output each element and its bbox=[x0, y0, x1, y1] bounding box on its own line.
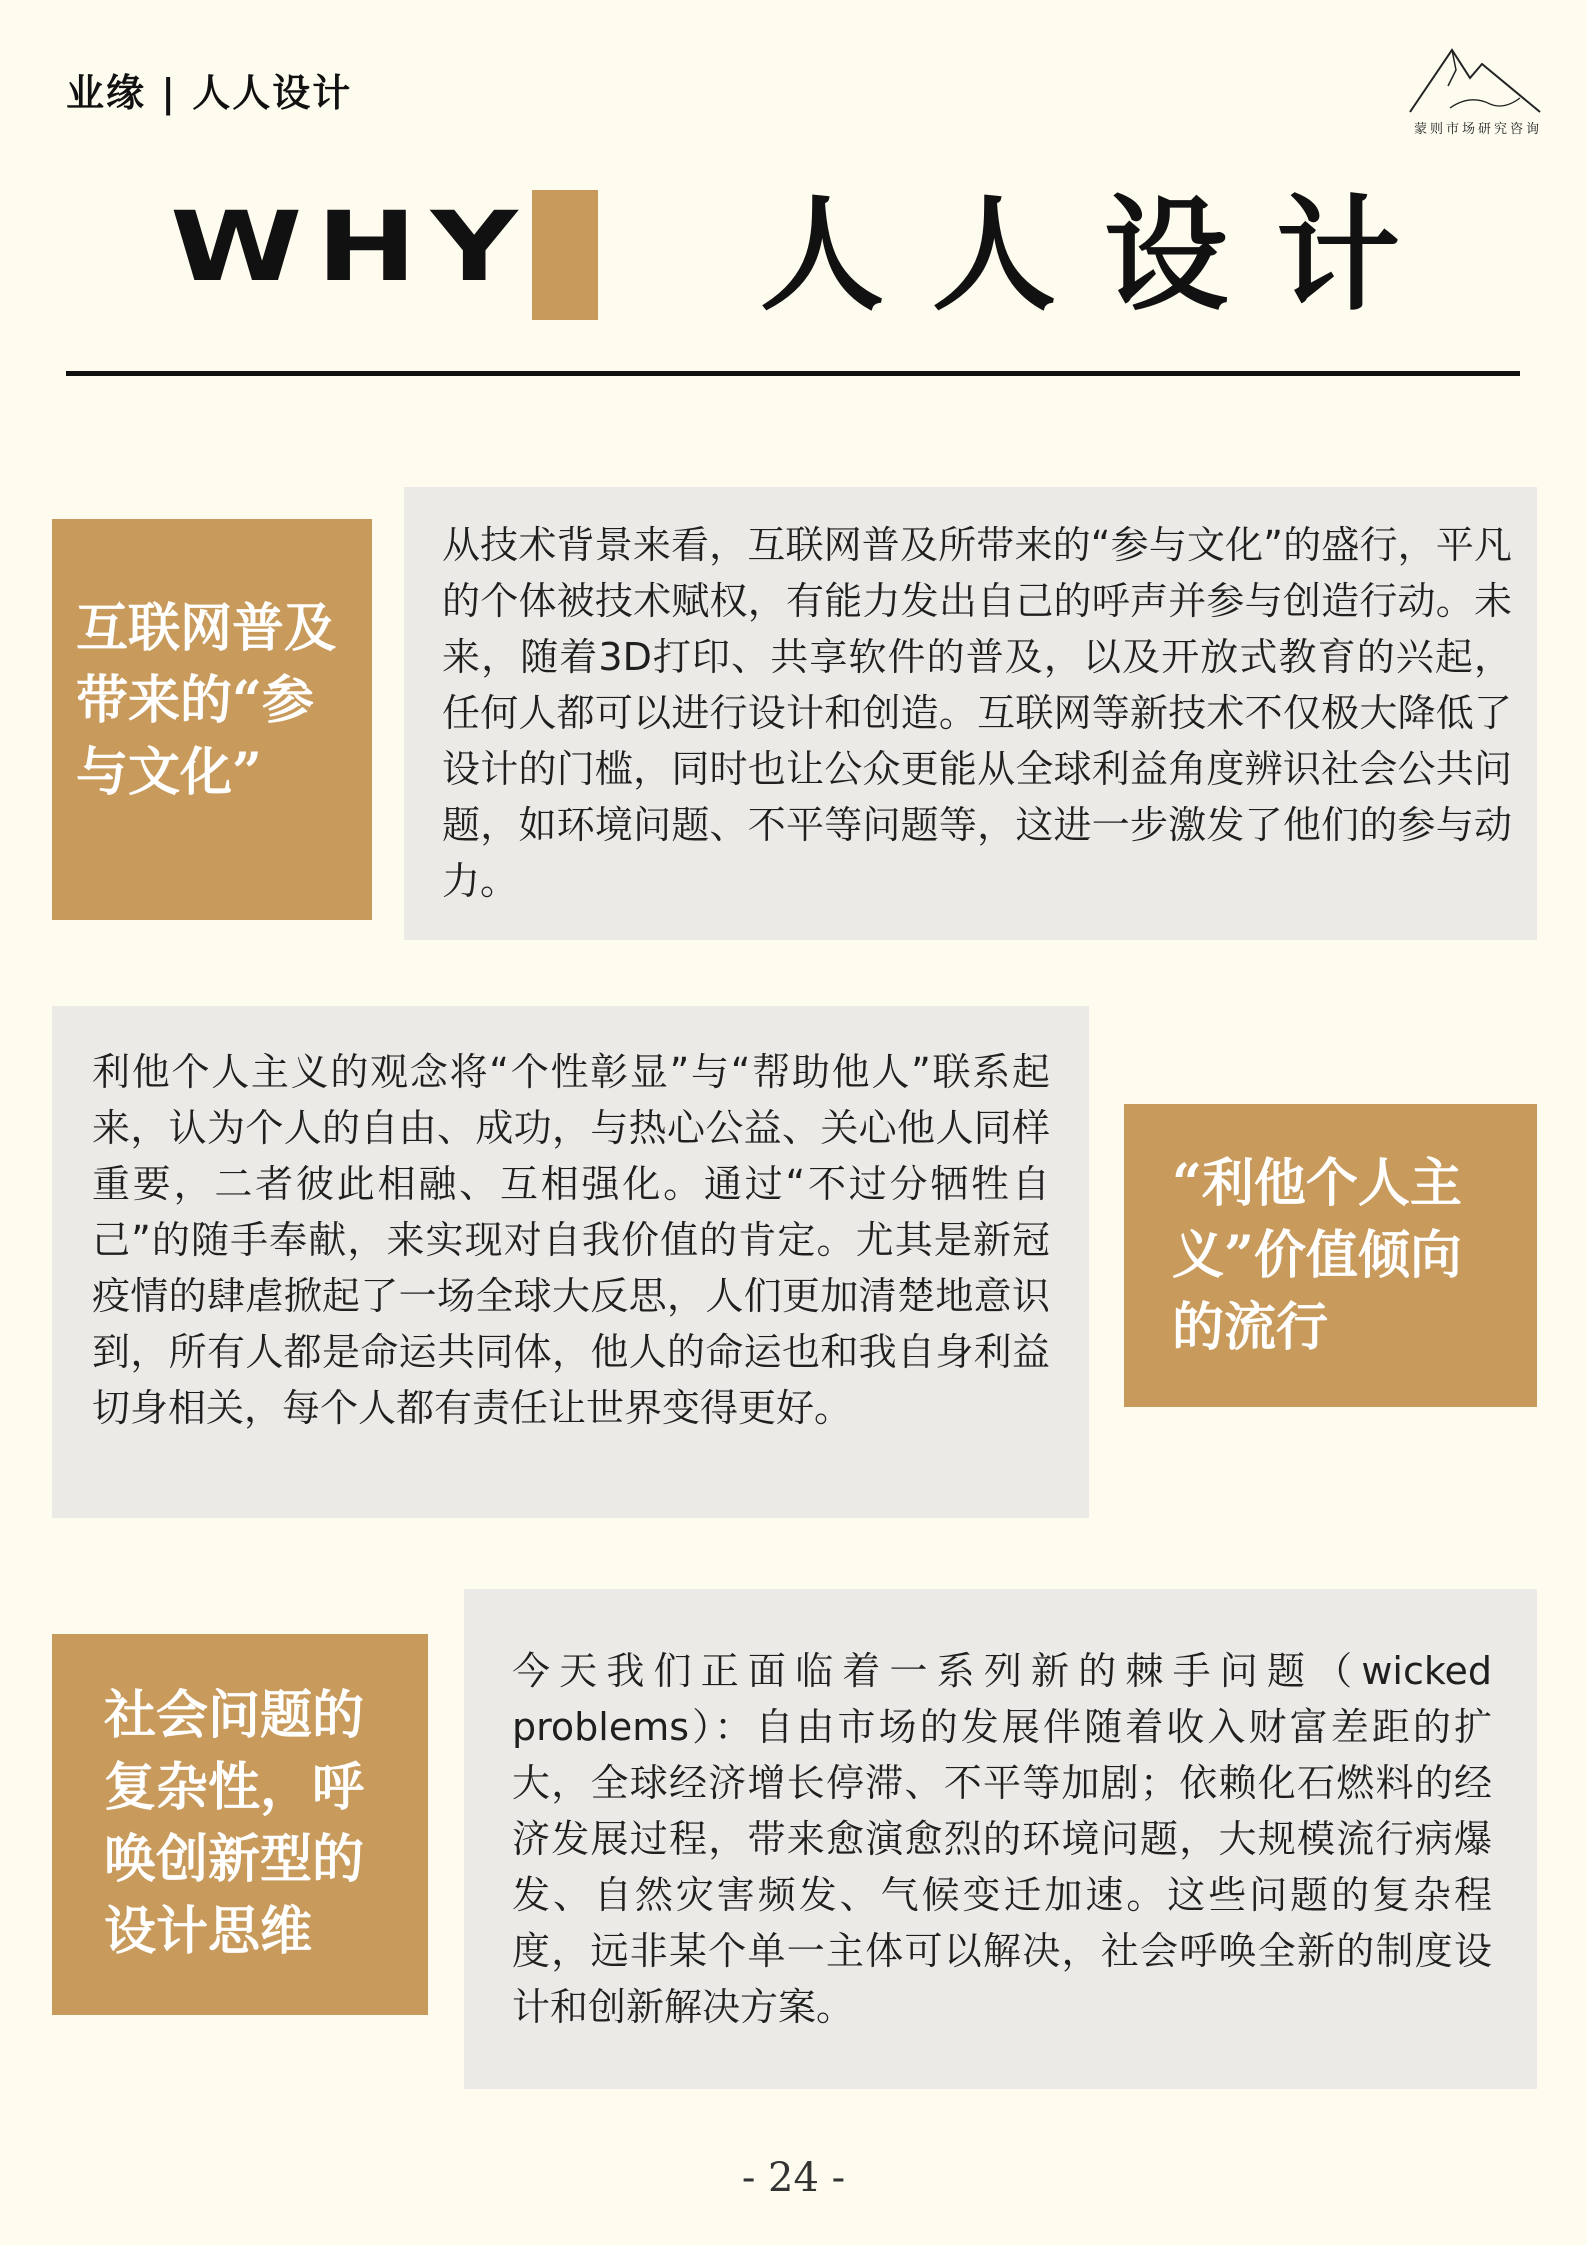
logo-subtext: 蒙则市场研究咨询 bbox=[1413, 122, 1542, 137]
company-logo bbox=[1390, 40, 1560, 135]
section-2-body-panel bbox=[52, 1006, 1089, 1518]
section-1-heading-box bbox=[52, 519, 372, 920]
section-1-heading-line-2: 带来的“参 bbox=[76, 670, 314, 731]
section-2-heading-box bbox=[1124, 1104, 1537, 1407]
section-2-heading-line-3: 的流行 bbox=[1172, 1297, 1329, 1358]
section-3-heading-box bbox=[52, 1634, 428, 2015]
section-2-body: 利他个人主义的观念将“个性彰显”与“帮助他人”联系起来，认为个人的自由、成功，与热心公益、关心他人同样重要，二者彼此相融、互相强化。通过“不过分牺牲自己”的随手奉献，来实现对自我价值的肯定。尤其是新冠疫情的肆虐掀起了一场全球大反思，人们更加清楚地意识到，所有人都是命运共同体，他人的命运也和我自身利益切身相关，每个人都有责任让世界变得更好。 bbox=[92, 1050, 1050, 1430]
section-2-heading-line-1: “利他个人主 bbox=[1172, 1153, 1462, 1214]
section-1-body-panel bbox=[404, 487, 1537, 940]
section-3-body: 今天我们正面临着一系列新的棘手问题（wicked problems）：自由市场的发展伴随着收入财富差距的扩大，全球经济增长停滞、不平等加剧；依赖化石燃料的经济发展过程，带来愈演愈烈的环境问题，大规模流行病爆发、自然灾害频发、气候变迁加速。这些问题的复杂程度，远非某个单一主体可以解决，社会呼唤全新的制度设计和创新解决方案。 bbox=[512, 1649, 1492, 2029]
section-1-heading-line-1: 互联网普及 bbox=[76, 598, 337, 659]
title-divider bbox=[66, 371, 1520, 376]
section-3-heading-line-3: 唤创新型的 bbox=[104, 1829, 365, 1890]
section-1-heading-line-3: 与文化” bbox=[76, 742, 262, 803]
page-number: - 24 - bbox=[741, 2155, 846, 2201]
section-2-heading-line-2: 义”价值倾向 bbox=[1172, 1225, 1462, 1286]
section-label: 业缘 | 人人设计 bbox=[66, 70, 353, 115]
title-accent-block bbox=[532, 190, 598, 320]
section-3-heading-line-2: 复杂性，呼 bbox=[104, 1757, 365, 1818]
section-1-body: 从技术背景来看，互联网普及所带来的“参与文化”的盛行，平凡的个体被技术赋权，有能力发出自己的呼声并参与创造行动。未来，随着3D打印、共享软件的普及，以及开放式教育的兴起，任何人都可以进行设计和创造。互联网等新技术不仅极大降低了设计的门槛，同时也让公众更能从全球利益角度辨识社会公共问题，如环境问题、不平等问题等，这进一步激发了他们的参与动力。 bbox=[442, 523, 1512, 903]
title-why: WHY bbox=[170, 192, 532, 304]
section-3-heading-line-4: 设计思维 bbox=[104, 1901, 313, 1962]
title-chinese: 人人设计 bbox=[760, 183, 1449, 328]
section-3-heading-line-1: 社会问题的 bbox=[104, 1685, 365, 1746]
section-3-body-panel bbox=[464, 1589, 1537, 2089]
mountain-logo-icon bbox=[1390, 40, 1560, 120]
